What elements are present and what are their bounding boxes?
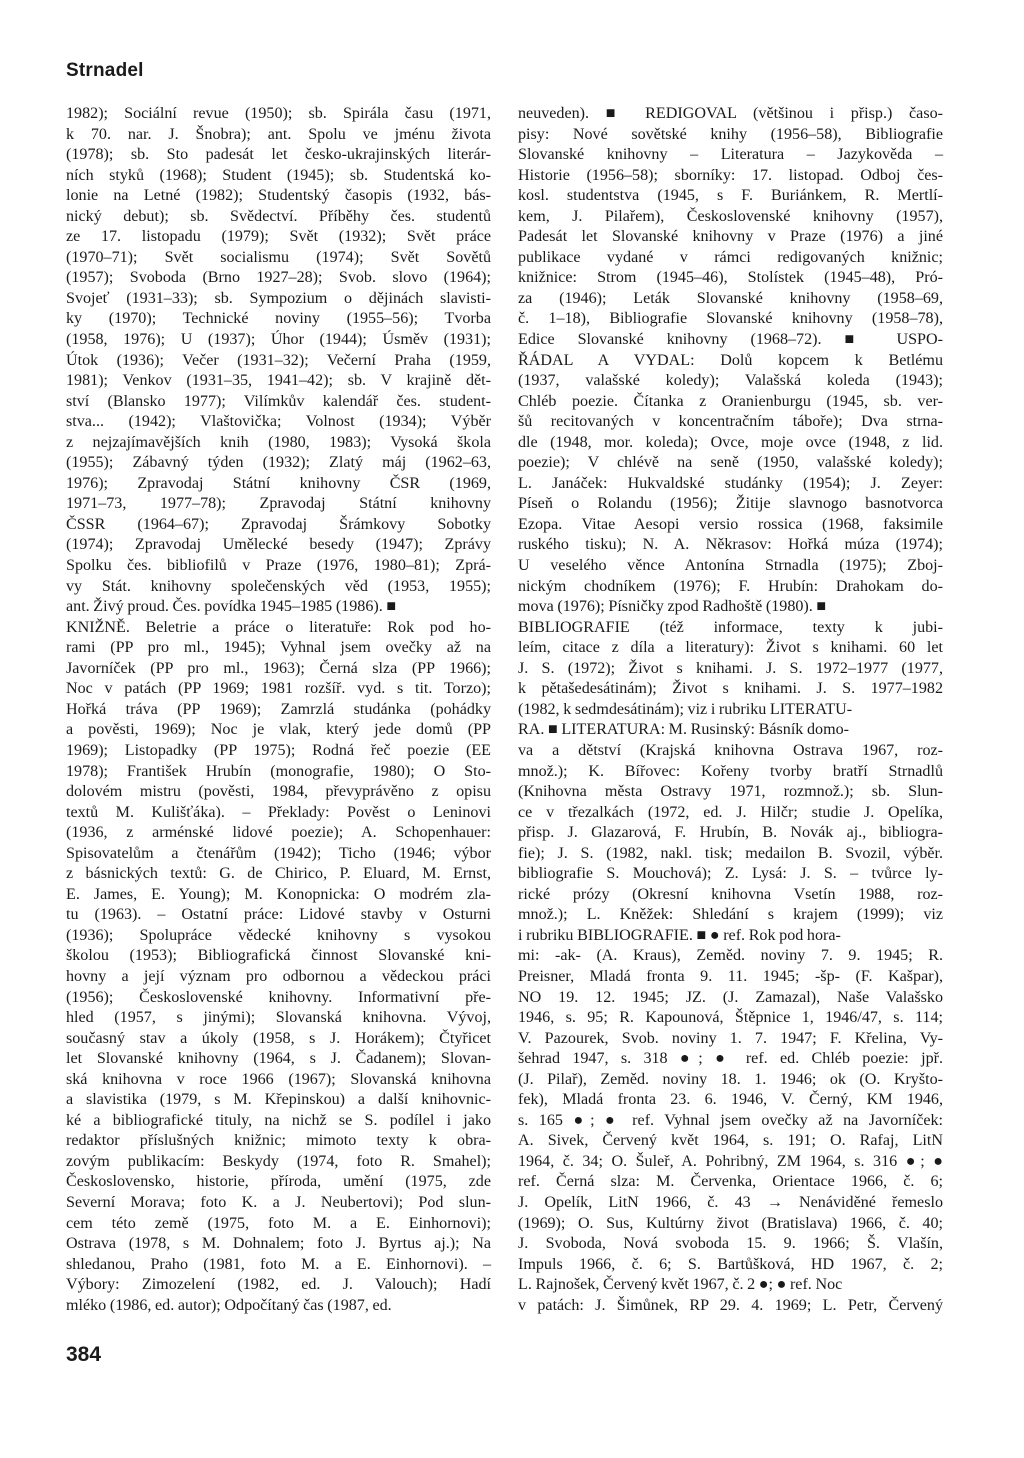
text-line: ref. Černá slza: M. Červenka, Orientace 1966, č. 6; xyxy=(518,1173,943,1191)
text-line: ké a bibliografické tituly, na nichž se S. podílel i jako xyxy=(66,1111,491,1129)
text-line: mléko (1986, ed. autor); Odpočítaný čas (1987, ed. xyxy=(66,1296,392,1314)
text-line: fie); J. S. (1982, nakl. tisk; medailon B. Svozil, výběr. xyxy=(518,844,943,862)
text-line: publikace vydané v rámci redigovaných knižnic; xyxy=(518,248,943,266)
text-line: č. 1–18), Bibliografie Slovanské knihovny (1958–78), xyxy=(518,310,943,328)
text-line: Útok (1936); Večer (1931–32); Večerní Praha (1959, xyxy=(66,351,491,369)
text-line: L. Janáček: Hukvaldské studánky (1954); J. Zeyer: xyxy=(518,474,943,492)
text-line: Hořká tráva (PP 1969); Zamrzlá studánka (pohádky xyxy=(66,700,491,718)
text-line: školou (1953); Bibliografická činnost Slovanské kni- xyxy=(66,947,491,965)
text-line: RA. ■ LITERATURA: M. Rusinský: Básník domo- xyxy=(518,721,849,739)
text-line: v patách: J. Šimůnek, RP 29. 4. 1969; L. Petr, Červený xyxy=(518,1296,943,1314)
text-line: s. 165 ●; ● ref. Vyhnal jsem ovečky až na Javorníček: xyxy=(518,1111,943,1129)
text-line: cem této země (1975, foto M. a E. Einhornovi); xyxy=(66,1214,491,1232)
text-line: 1982); Sociální revue (1950); sb. Spirála času (1971, xyxy=(66,105,491,122)
text-line: mova (1976); Písničky zpod Radhoště (1980). ■ xyxy=(518,598,827,616)
text-line: Ostrava (1978, s M. Dohnalem; foto J. Byrtus aj.); Na xyxy=(66,1235,491,1253)
left-column xyxy=(66,104,491,1316)
text-line: Preisner, Mladá fronta 9. 11. 1945; -šp- (F. Kašpar), xyxy=(518,967,943,985)
text-line: Severní Morava; foto K. a J. Neubertovi); Pod slun- xyxy=(66,1193,491,1211)
text-line: 1969); Listopadky (PP 1975); Rodná řeč poezie (EE xyxy=(66,741,491,759)
text-line: rické prózy (Okresní knihovna Vsetín 1988, roz- xyxy=(518,885,943,903)
text-line: (1974); Zpravodaj Umělecké besedy (1947); Zprávy xyxy=(66,536,491,554)
text-line: šehrad 1947, s. 318 ●; ● ref. ed. Chléb poezie: jpř. xyxy=(518,1050,943,1068)
text-line: (1958, 1976); U (1937); Úhor (1944); Úsměv (1931); xyxy=(66,331,491,349)
text-line: rami (PP pro ml., 1945); Vyhnal jsem ovečky až na xyxy=(66,639,491,657)
text-line: zovým publikacím: Beskydy (1974, foto R. Smahel); xyxy=(66,1152,491,1170)
text-line: ŘÁDAL A VYDAL: Dolů kopcem k Betlému xyxy=(518,351,943,369)
text-line: 1981); Venkov (1931–35, 1941–42); sb. V krajině dět- xyxy=(66,372,491,390)
text-line: a slavistika (1979, s M. Křepinskou) a další knihovnic- xyxy=(66,1091,491,1109)
text-line: ky (1970); Technické noviny (1955–56); Tvorba xyxy=(66,310,491,328)
text-line: ze 17. listopadu (1979); Svět (1932); Svět práce xyxy=(66,228,491,246)
text-line: stva... (1942); Vlaštovička; Volnost (1934); Výběr xyxy=(66,413,491,431)
text-line: tu (1963). – Ostatní práce: Lidové stavby v Osturni xyxy=(66,906,491,924)
text-line: (J. Pilař), Zeměd. noviny 18. 1. 1946; ok (O. Kryšto- xyxy=(518,1070,943,1088)
text-line: (1936, z arménské lidové poezie); A. Schopenhauer: xyxy=(66,824,491,842)
text-line: Slovanské knihovny – Literatura – Jazykověda – xyxy=(518,146,943,164)
text-line: kem, J. Pilařem), Československé knihovny (1957), xyxy=(518,207,943,225)
text-line: ních styků (1968); Student (1945); sb. Studentská ko- xyxy=(66,166,491,184)
text-line: nický debut); sb. Svědectví. Příběhy čes. studentů xyxy=(66,207,491,225)
text-line: přisp. J. Glazarová, F. Hrubín, B. Novák aj., bibliogra- xyxy=(518,824,943,842)
text-line: Javorníček (PP pro ml., 1963); Černá slza (PP 1966); xyxy=(66,659,491,677)
text-line: k pětašedesátinám); Život s knihami. J. S. 1977–1982 xyxy=(518,680,943,698)
text-line: Ezopa. Vitae Aesopi versio rossica (1968, faksimile xyxy=(518,515,943,533)
text-line: Edice Slovanské knihovny (1968–72). ■ USPO- xyxy=(518,331,943,349)
text-line: ská knihovna v roce 1966 (1967); Slovanská knihovna xyxy=(66,1070,491,1088)
text-line: Spolku čes. bibliofilů v Praze (1976, 1980–81); Zprá- xyxy=(66,557,491,575)
text-line: knižnice: Strom (1945–46), Stolístek (1945–48), Pró- xyxy=(518,269,943,287)
text-line: pisy: Nové sovětské knihy (1956–58), Bibliografie xyxy=(518,125,943,143)
text-line: současný stav a úkoly (1958, s J. Horákem); Čtyřicet xyxy=(66,1029,491,1047)
text-line: 1964, č. 34; O. Šuleř, A. Pohribný, ZM 1964, s. 316 ●; ● xyxy=(518,1152,943,1170)
right-column xyxy=(518,104,943,1316)
text-line: kosl. studentstva (1945, s F. Buriánkem, R. Mertlí- xyxy=(518,187,943,205)
text-line: J. S. (1972); Život s knihami. J. S. 1972–1977 (1977, xyxy=(518,659,943,677)
text-line: fek), Mladá fronta 23. 6. 1946, V. Černý, KM 1946, xyxy=(518,1091,943,1109)
text-line: (1937, valašské koledy); Valašská koleda (1943); xyxy=(518,372,943,390)
text-line: let Slovanské knihovny (1964, s J. Čadanem); Slovan- xyxy=(66,1050,491,1068)
text-line: neuveden). ■ REDIGOVAL (většinou i přisp.) časo- xyxy=(518,105,943,122)
text-line: Padesát let Slovanské knihovny v Praze (1976) a jiné xyxy=(518,228,943,246)
text-line: leím, citace z díla a literatury): Život s knihami. 60 let xyxy=(518,639,943,657)
text-line: 1971–73, 1977–78); Zpravodaj Státní knihovny xyxy=(66,495,491,513)
page-number: 384 xyxy=(66,1343,102,1366)
text-line: (1969); O. Sus, Kultúrny život (Bratislava) 1966, č. 40; xyxy=(518,1214,943,1232)
text-line: a pověsti, 1969); Noc je vlak, který jede domů (PP xyxy=(66,721,491,739)
text-line: KNIŽNĚ. Beletrie a práce o literatuře: Rok pod ho- xyxy=(66,618,491,636)
text-line: Československo, historie, příroda, umění (1975, zde xyxy=(66,1173,491,1191)
text-line: z básnických textů: G. de Chirico, P. Eluard, M. Ernst, xyxy=(66,865,491,883)
text-line: NO 19. 12. 1945; JZ. (J. Zamazal), Naše Valašsko xyxy=(518,988,943,1006)
text-line: 1976); Zpravodaj Státní knihovny ČSR (1969, xyxy=(66,474,491,492)
text-line: i rubriku BIBLIOGRAFIE. ■ ● ref. Rok pod hora- xyxy=(518,926,841,944)
text-line: za (1946); Leták Slovanské knihovny (1958–69, xyxy=(518,289,943,307)
text-line: Svojeť (1931–33); sb. Sympozium o dějinách slavisti- xyxy=(66,289,491,307)
text-line: lonie na Letné (1982); Studentský časopis (1932, bás- xyxy=(66,187,491,205)
text-line: ruského tisku); N. A. Někrasov: Hořká múza (1974); xyxy=(518,536,943,554)
text-line: J. Opelík, LitN 1966, č. 43 → Nenáviděné řemeslo xyxy=(518,1193,943,1211)
text-line: Výbory: Zimozelení (1982, ed. J. Valouch); Hadí xyxy=(66,1276,491,1294)
text-line: Impuls 1966, č. 6; S. Bartůšková, HD 1967, č. 2; xyxy=(518,1255,943,1273)
text-line: Spisovatelům a čtenářům (1942); Ticho (1946; výbor xyxy=(66,844,491,862)
text-line: (Knihovna města Ostravy 1971, rozmnož.); sb. Slun- xyxy=(518,783,943,801)
text-line: (1955); Zábavný týden (1932); Zlatý máj (1962–63, xyxy=(66,454,491,472)
text-line: U veselého věnce Antonína Strnadla (1975); Zboj- xyxy=(518,557,943,575)
text-line: Historie (1956–58); sborníky: 17. listopad. Odboj čes- xyxy=(518,166,943,184)
text-line: Noc v patách (PP 1969; 1981 rozšíř. vyd. s tit. Torzo); xyxy=(66,680,491,698)
text-line: redaktor příslušných knižnic; mimoto texty k obra- xyxy=(66,1132,491,1150)
text-line: bibliografie S. Mouchová); Z. Lysá: J. S. – tvůrce ly- xyxy=(518,865,943,883)
text-line: (1956); Československé knihovny. Informativní pře- xyxy=(66,988,491,1006)
text-line: (1936); Spolupráce vědecké knihovny s vysokou xyxy=(66,926,491,944)
text-line: dle (1948, mor. koleda); Ovce, moje ovce (1948, z lid. xyxy=(518,433,943,451)
text-line: množ.); K. Bířovec: Kořeny tvorby bratří Strnadlů xyxy=(518,762,943,780)
text-line: (1970–71); Svět socialismu (1974); Svět Sovětů xyxy=(66,248,491,266)
text-line: J. Svoboda, Nová svoboda 15. 9. 1966; Š. Vlašín, xyxy=(518,1235,943,1253)
text-line: (1978); sb. Sto padesát let česko-ukrajinských literár- xyxy=(66,146,491,164)
text-line: z nejzajímavějších knih (1980, 1983); Vysoká škola xyxy=(66,433,491,451)
text-line: (1982, k sedmdesátinám); viz i rubriku LITERATU- xyxy=(518,700,853,718)
running-head: Strnadel xyxy=(66,60,144,81)
text-line: Chléb poezie. Čítanka z Oranienburgu (1945, sb. ver- xyxy=(518,392,943,410)
text-line: Píseň o Rolandu (1956); Žitije slavnogo basnotvorca xyxy=(518,495,943,513)
text-line: BIBLIOGRAFIE (též informace, texty k jubi- xyxy=(518,618,943,636)
text-line: 1946, s. 95; R. Kapounová, Štěpnice 1, 1946/47, s. 114; xyxy=(518,1009,943,1027)
text-line: shledanou, Praho (1981, foto M. a E. Einhornovi). – xyxy=(66,1255,491,1273)
text-line: va a dětství (Krajská knihovna Ostrava 1967, roz- xyxy=(518,741,943,759)
text-line: ČSSR (1964–67); Zpravodaj Šrámkovy Sobotky xyxy=(66,515,491,533)
text-line: vy Stát. knihovny společenských věd (1953, 1955); xyxy=(66,577,491,595)
text-line: dolovém mistru (pověsti, 1984, převyprávěno z opisu xyxy=(66,783,491,801)
text-line: V. Pazourek, Svob. noviny 1. 7. 1947; F. Křelina, Vy- xyxy=(518,1029,943,1047)
text-line: L. Rajnošek, Červený květ 1967, č. 2 ●; ● ref. Noc xyxy=(518,1276,843,1294)
text-line: textů M. Kulišťáka). – Překlady: Pověst o Leninovi xyxy=(66,803,491,821)
text-line: ant. Živý proud. Čes. povídka 1945–1985 (1986). ■ xyxy=(66,598,397,616)
text-line: poezie); V chlévě na seně (1950, valašské koledy); xyxy=(518,454,943,472)
text-line: množ.); L. Kněžek: Shledání s krajem (1999); viz xyxy=(518,906,943,924)
text-line: 1978); František Hrubín (monografie, 1980); O Sto- xyxy=(66,762,491,780)
text-line: hovny a její význam pro odbornou a vědeckou práci xyxy=(66,967,491,985)
text-line: (1957); Svoboda (Brno 1927–28); Svob. slovo (1964); xyxy=(66,269,491,287)
text-line: mi: -ak- (A. Kraus), Zeměd. noviny 7. 9. 1945; R. xyxy=(518,947,943,965)
text-line: hled (1957, s jinými); Slovanská knihovna. Vývoj, xyxy=(66,1009,491,1027)
text-line: ce v třezalkách (1972, ed. J. Hilčr; studie J. Opelíka, xyxy=(518,803,943,821)
text-line: E. James, E. Young); M. Konopnicka: O modrém zla- xyxy=(66,885,491,903)
text-line: nickým chodníkem (1976); F. Hrubín: Drahokam do- xyxy=(518,577,943,595)
text-line: k 70. nar. J. Šnobra); ant. Spolu ve jménu života xyxy=(66,125,491,143)
text-line: šů recitovaných v koncentračním táboře); Dva strna- xyxy=(518,413,943,431)
text-line: A. Sivek, Červený květ 1964, s. 191; O. Rafaj, LitN xyxy=(518,1132,943,1150)
text-line: ství (Blansko 1977); Vilímkův kalendář čes. student- xyxy=(66,392,491,410)
